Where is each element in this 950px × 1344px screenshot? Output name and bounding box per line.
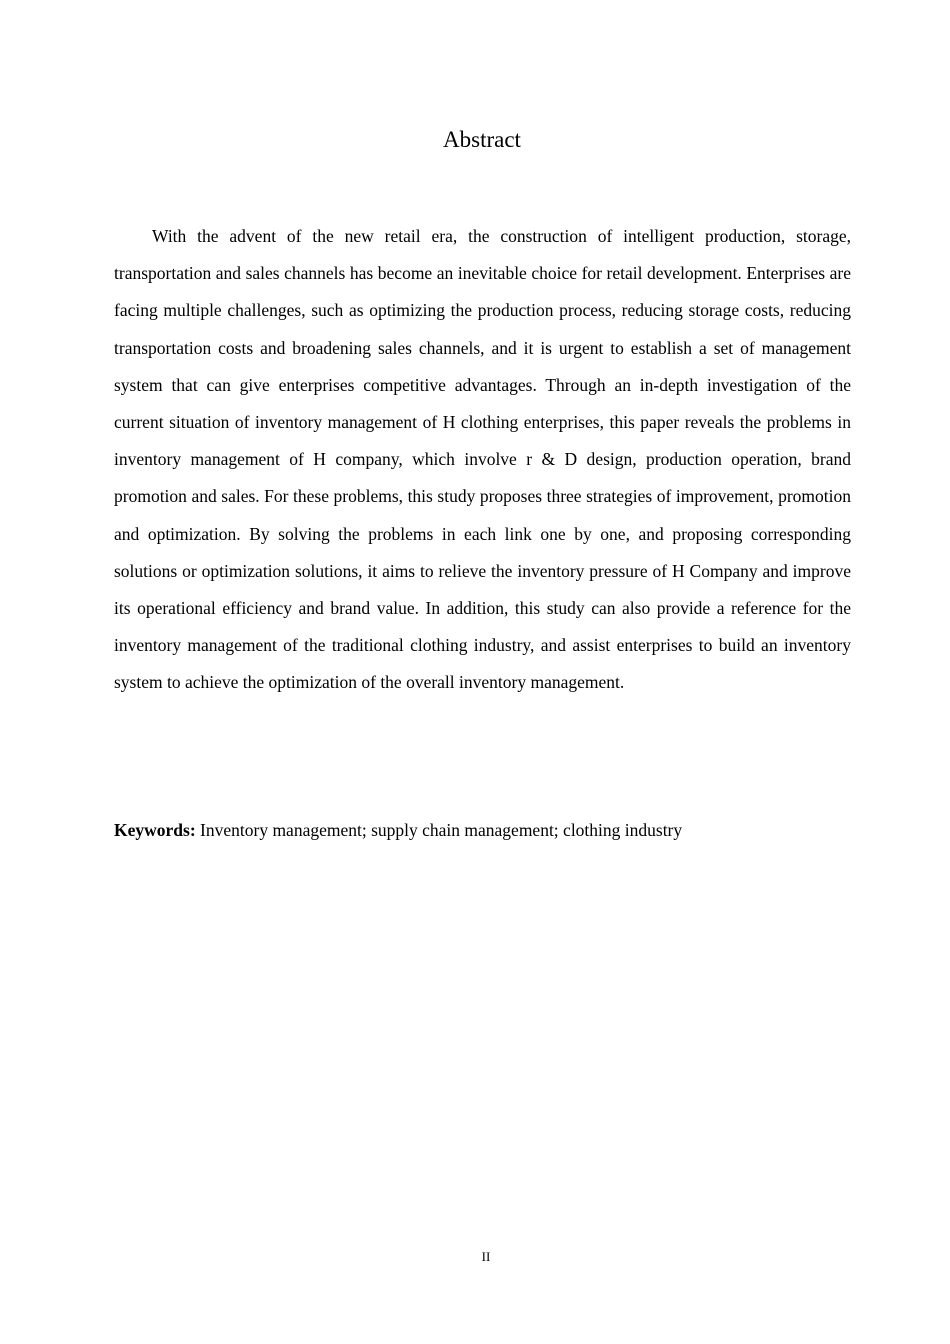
keywords-label: Keywords: <box>114 820 196 840</box>
abstract-body: With the advent of the new retail era, the construction of intelligent production, storage, transportation and sales channels has become an inevitable choice for retail development. Enterprises are facing multiple challenges, such as optimizing the production process, reducing storage costs, reducing transportation costs and broadening sales channels, and it is urgent to establish a set of management system that can give enterprises competitive advantages. Through an in-depth investigation of the current situation of inventory management of H clothing enterprises, this paper reveals the problems in inventory management of H company, which involve r & D design, production operation, brand promotion and sales. For these problems, this study proposes three strategies of improvement, promotion and optimization. By solving the problems in each link one by one, and proposing corresponding solutions or optimization solutions, it aims to relieve the inventory pressure of H Company and improve its operational efficiency and brand value. In addition, this study can also provide a reference for the inventory management of the traditional clothing industry, and assist enterprises to build an inventory system to achieve the optimization of the overall inventory management. <box>114 226 851 693</box>
abstract-title: Abstract <box>443 127 521 152</box>
keywords-line <box>114 812 851 849</box>
page-number: II <box>481 1249 491 1264</box>
keywords-text: Inventory management; supply chain management; clothing industry <box>200 820 683 840</box>
